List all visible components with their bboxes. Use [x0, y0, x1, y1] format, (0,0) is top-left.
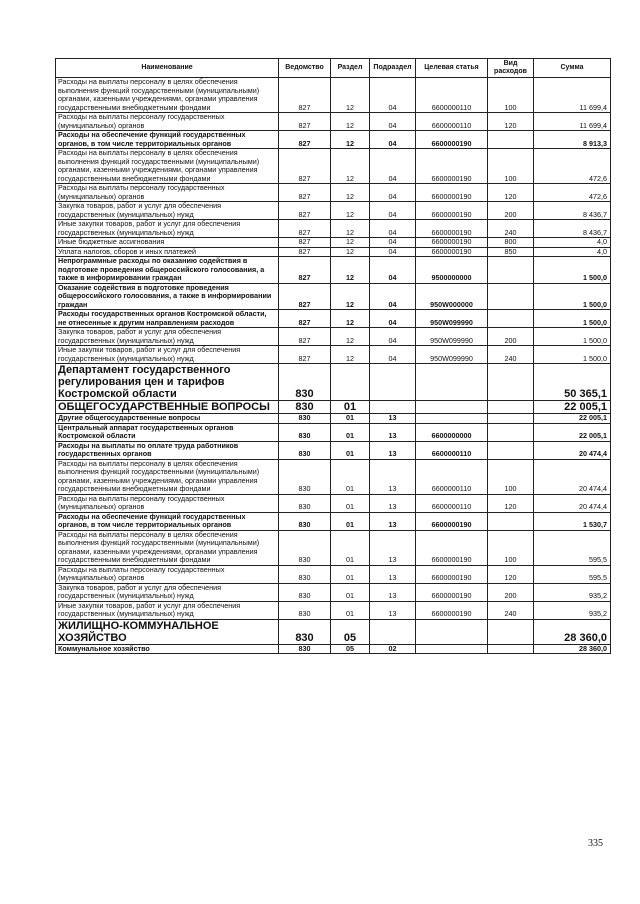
cell-exptype [488, 441, 534, 459]
cell-section: 12 [331, 220, 370, 238]
cell-name: Другие общегосударственные вопросы [56, 414, 279, 424]
cell-exptype: 100 [488, 149, 534, 184]
cell-section: 01 [331, 530, 370, 565]
cell-section: 01 [331, 423, 370, 441]
cell-target: 950W099990 [416, 346, 488, 364]
cell-exptype: 240 [488, 220, 534, 238]
table-row [56, 494, 611, 512]
table-row [56, 247, 611, 257]
cell-dept: 830 [279, 583, 331, 601]
cell-section: 12 [331, 131, 370, 149]
cell-section: 12 [331, 346, 370, 364]
cell-dept: 830 [279, 565, 331, 583]
table-row [56, 565, 611, 583]
cell-target: 950W099990 [416, 310, 488, 328]
budget-table [55, 58, 611, 654]
cell-exptype: 120 [488, 113, 534, 131]
cell-exptype: 100 [488, 530, 534, 565]
cell-name: Закупка товаров, работ и услуг для обеспечения государственных (муниципальных) нужд [56, 583, 279, 601]
cell-exptype: 200 [488, 328, 534, 346]
cell-name: Расходы на выплаты персоналу государственных (муниципальных) органов [56, 565, 279, 583]
header-name: Наименование [56, 59, 279, 78]
cell-name: ЖИЛИЩНО-КОММУНАЛЬНОЕ ХОЗЯЙСТВО [56, 619, 279, 644]
cell-section: 01 [331, 583, 370, 601]
cell-name: Расходы на выплаты персоналу государственных (муниципальных) органов [56, 113, 279, 131]
header-target: Целевая статья [416, 59, 488, 78]
cell-section: 01 [331, 441, 370, 459]
cell-section: 01 [331, 512, 370, 530]
cell-target: 6600000110 [416, 459, 488, 494]
cell-target: 950W099990 [416, 328, 488, 346]
cell-sum: 8 913,3 [534, 131, 611, 149]
cell-dept: 827 [279, 328, 331, 346]
cell-subsection: 13 [370, 565, 416, 583]
cell-name: Иные закупки товаров, работ и услуг для обеспечения государственных (муниципальных) нужд [56, 220, 279, 238]
cell-subsection [370, 364, 416, 401]
cell-subsection: 04 [370, 283, 416, 310]
cell-subsection [370, 619, 416, 644]
cell-name: Уплата налогов, сборов и иных платежей [56, 247, 279, 257]
header-sum: Сумма [534, 59, 611, 78]
cell-dept: 827 [279, 202, 331, 220]
cell-dept: 827 [279, 220, 331, 238]
cell-dept: 827 [279, 257, 331, 284]
cell-name: Непрограммные расходы по оказанию содействия в подготовке проведения общероссийского голосования, а также в информировании граждан [56, 257, 279, 284]
table-row [56, 131, 611, 149]
table-header [56, 59, 611, 78]
cell-section: 12 [331, 78, 370, 113]
cell-dept: 830 [279, 414, 331, 424]
table-row [56, 512, 611, 530]
table-row [56, 530, 611, 565]
table-row [56, 149, 611, 184]
cell-subsection: 13 [370, 583, 416, 601]
cell-name: Закупка товаров, работ и услуг для обеспечения государственных (муниципальных) нужд [56, 328, 279, 346]
cell-name: Расходы государственных органов Костромской области, не отнесенные к другим направлениям расходов [56, 310, 279, 328]
cell-sum: 28 360,0 [534, 644, 611, 654]
cell-target: 6600000190 [416, 583, 488, 601]
page-number: 335 [588, 838, 603, 849]
table-row [56, 441, 611, 459]
cell-target: 6600000000 [416, 423, 488, 441]
cell-subsection: 04 [370, 131, 416, 149]
cell-name: Расходы на выплаты по оплате труда работников государственных органов [56, 441, 279, 459]
table-row [56, 184, 611, 202]
cell-name: ОБЩЕГОСУДАРСТВЕННЫЕ ВОПРОСЫ [56, 401, 279, 414]
cell-target [416, 644, 488, 654]
table-row [56, 583, 611, 601]
cell-section: 12 [331, 184, 370, 202]
cell-section [331, 364, 370, 401]
cell-subsection: 04 [370, 202, 416, 220]
cell-subsection: 04 [370, 346, 416, 364]
cell-dept: 827 [279, 310, 331, 328]
cell-target: 6600000110 [416, 78, 488, 113]
cell-sum: 8 436,7 [534, 202, 611, 220]
cell-target: 6600000190 [416, 530, 488, 565]
cell-sum: 11 699,4 [534, 78, 611, 113]
cell-sum: 22 005,1 [534, 401, 611, 414]
cell-exptype [488, 310, 534, 328]
cell-name: Расходы на обеспечение функций государственных органов, в том числе территориальных органов [56, 512, 279, 530]
cell-exptype [488, 283, 534, 310]
cell-dept: 827 [279, 78, 331, 113]
cell-name: Иные закупки товаров, работ и услуг для обеспечения государственных (муниципальных) нужд [56, 346, 279, 364]
table-row [56, 644, 611, 654]
cell-subsection: 13 [370, 494, 416, 512]
cell-name: Расходы на выплаты персоналу в целях обеспечения выполнения функций государственными (муниципальными) органами, казенными учреждениями, органами управления государственными внебюджетными фондами [56, 459, 279, 494]
cell-dept: 827 [279, 131, 331, 149]
cell-dept: 827 [279, 283, 331, 310]
cell-dept: 830 [279, 459, 331, 494]
cell-subsection: 13 [370, 459, 416, 494]
cell-sum: 1 500,0 [534, 283, 611, 310]
cell-dept: 827 [279, 346, 331, 364]
cell-sum: 4,0 [534, 247, 611, 257]
table-row [56, 328, 611, 346]
cell-exptype [488, 414, 534, 424]
table-row [56, 423, 611, 441]
cell-section: 01 [331, 601, 370, 619]
cell-sum: 4,0 [534, 238, 611, 248]
cell-dept: 827 [279, 238, 331, 248]
cell-sum: 1 500,0 [534, 328, 611, 346]
cell-section: 12 [331, 113, 370, 131]
table-row [56, 283, 611, 310]
cell-target [416, 414, 488, 424]
cell-target: 9500000000 [416, 257, 488, 284]
cell-target: 6600000190 [416, 149, 488, 184]
cell-exptype [488, 423, 534, 441]
cell-dept: 827 [279, 184, 331, 202]
cell-sum: 472,6 [534, 184, 611, 202]
cell-subsection: 04 [370, 328, 416, 346]
cell-dept: 830 [279, 619, 331, 644]
cell-subsection: 04 [370, 238, 416, 248]
cell-section: 01 [331, 494, 370, 512]
cell-dept: 827 [279, 149, 331, 184]
cell-target: 6600000190 [416, 601, 488, 619]
table-row [56, 619, 611, 644]
cell-section: 05 [331, 619, 370, 644]
cell-dept: 827 [279, 247, 331, 257]
header-subsection: Подраздел [370, 59, 416, 78]
cell-sum: 1 500,0 [534, 310, 611, 328]
table-body [56, 78, 611, 654]
cell-target: 6600000190 [416, 220, 488, 238]
cell-name: Иные бюджетные ассигнования [56, 238, 279, 248]
cell-target: 6600000190 [416, 565, 488, 583]
cell-exptype: 200 [488, 202, 534, 220]
cell-sum: 1 530,7 [534, 512, 611, 530]
cell-target [416, 364, 488, 401]
cell-target: 950W000000 [416, 283, 488, 310]
table-row [56, 401, 611, 414]
cell-section: 12 [331, 283, 370, 310]
cell-name: Иные закупки товаров, работ и услуг для обеспечения государственных (муниципальных) нужд [56, 601, 279, 619]
cell-exptype: 100 [488, 78, 534, 113]
cell-section: 12 [331, 328, 370, 346]
cell-name: Расходы на выплаты персоналу в целях обеспечения выполнения функций государственными (муниципальными) органами, казенными учреждениями, органами управления государственными внебюджетными фондами [56, 149, 279, 184]
table-row [56, 414, 611, 424]
cell-dept: 830 [279, 601, 331, 619]
table-row [56, 78, 611, 113]
cell-subsection: 04 [370, 257, 416, 284]
cell-subsection: 13 [370, 530, 416, 565]
cell-sum: 20 474,4 [534, 459, 611, 494]
cell-name: Коммунальное хозяйство [56, 644, 279, 654]
table-row [56, 601, 611, 619]
cell-exptype: 240 [488, 346, 534, 364]
cell-section: 01 [331, 414, 370, 424]
cell-subsection: 13 [370, 601, 416, 619]
cell-exptype: 120 [488, 494, 534, 512]
cell-dept: 830 [279, 494, 331, 512]
cell-exptype: 240 [488, 601, 534, 619]
cell-name: Оказание содействия в подготовке проведения общероссийского голосования, а также в информировании граждан [56, 283, 279, 310]
cell-name: Расходы на выплаты персоналу государственных (муниципальных) органов [56, 494, 279, 512]
cell-subsection: 13 [370, 423, 416, 441]
cell-section: 01 [331, 565, 370, 583]
cell-sum: 50 365,1 [534, 364, 611, 401]
cell-sum: 11 699,4 [534, 113, 611, 131]
cell-sum: 22 005,1 [534, 414, 611, 424]
cell-sum: 28 360,0 [534, 619, 611, 644]
cell-name: Центральный аппарат государственных органов Костромской области [56, 423, 279, 441]
cell-exptype [488, 364, 534, 401]
table-row [56, 220, 611, 238]
cell-subsection: 04 [370, 220, 416, 238]
cell-name: Закупка товаров, работ и услуг для обеспечения государственных (муниципальных) нужд [56, 202, 279, 220]
cell-exptype: 200 [488, 583, 534, 601]
cell-exptype: 100 [488, 459, 534, 494]
cell-section: 12 [331, 238, 370, 248]
cell-section: 05 [331, 644, 370, 654]
cell-dept: 830 [279, 364, 331, 401]
cell-subsection: 04 [370, 247, 416, 257]
cell-section: 12 [331, 257, 370, 284]
cell-target [416, 619, 488, 644]
cell-name: Департамент государственного регулирования цен и тарифов Костромской области [56, 364, 279, 401]
cell-dept: 830 [279, 530, 331, 565]
cell-exptype [488, 644, 534, 654]
cell-name: Расходы на выплаты персоналу в целях обеспечения выполнения функций государственными (муниципальными) органами, казенными учреждениями, органами управления государственными внебюджетными фондами [56, 78, 279, 113]
cell-sum: 935,2 [534, 601, 611, 619]
cell-subsection [370, 401, 416, 414]
cell-section: 12 [331, 310, 370, 328]
cell-section: 12 [331, 247, 370, 257]
cell-dept: 830 [279, 423, 331, 441]
cell-target: 6600000190 [416, 247, 488, 257]
cell-dept: 830 [279, 512, 331, 530]
cell-sum: 595,5 [534, 565, 611, 583]
cell-sum: 1 500,0 [534, 346, 611, 364]
cell-subsection: 04 [370, 113, 416, 131]
cell-exptype [488, 131, 534, 149]
cell-name: Расходы на выплаты персоналу государственных (муниципальных) органов [56, 184, 279, 202]
cell-subsection: 04 [370, 310, 416, 328]
cell-exptype [488, 401, 534, 414]
table-row [56, 202, 611, 220]
cell-section: 01 [331, 459, 370, 494]
cell-sum: 472,6 [534, 149, 611, 184]
cell-section: 12 [331, 202, 370, 220]
cell-sum: 935,2 [534, 583, 611, 601]
cell-sum: 22 005,1 [534, 423, 611, 441]
cell-exptype: 800 [488, 238, 534, 248]
cell-target [416, 401, 488, 414]
cell-section: 01 [331, 401, 370, 414]
cell-dept: 830 [279, 401, 331, 414]
cell-exptype [488, 512, 534, 530]
cell-sum: 20 474,4 [534, 441, 611, 459]
cell-subsection: 13 [370, 414, 416, 424]
cell-sum: 1 500,0 [534, 257, 611, 284]
cell-sum: 20 474,4 [534, 494, 611, 512]
header-dept: Ведомство [279, 59, 331, 78]
cell-subsection: 13 [370, 512, 416, 530]
cell-dept: 830 [279, 644, 331, 654]
table-row [56, 364, 611, 401]
cell-target: 6600000190 [416, 131, 488, 149]
cell-exptype [488, 257, 534, 284]
header-row [56, 59, 611, 78]
cell-target: 6600000190 [416, 238, 488, 248]
cell-subsection: 04 [370, 78, 416, 113]
cell-exptype: 850 [488, 247, 534, 257]
cell-section: 12 [331, 149, 370, 184]
table-row [56, 257, 611, 284]
cell-name: Расходы на обеспечение функций государственных органов, в том числе территориальных органов [56, 131, 279, 149]
cell-sum: 595,5 [534, 530, 611, 565]
cell-target: 6600000110 [416, 494, 488, 512]
header-exptype: Вид расходов [488, 59, 534, 78]
cell-target: 6600000190 [416, 202, 488, 220]
cell-target: 6600000110 [416, 113, 488, 131]
cell-subsection: 13 [370, 441, 416, 459]
cell-subsection: 02 [370, 644, 416, 654]
cell-exptype: 120 [488, 565, 534, 583]
cell-dept: 827 [279, 113, 331, 131]
cell-target: 6600000190 [416, 184, 488, 202]
table-row [56, 459, 611, 494]
cell-sum: 8 436,7 [534, 220, 611, 238]
cell-dept: 830 [279, 441, 331, 459]
cell-name: Расходы на выплаты персоналу в целях обеспечения выполнения функций государственными (муниципальными) органами, казенными учреждениями, органами управления государственными внебюджетными фондами [56, 530, 279, 565]
table-row [56, 113, 611, 131]
cell-exptype: 120 [488, 184, 534, 202]
table-row [56, 346, 611, 364]
cell-target: 6600000110 [416, 441, 488, 459]
cell-exptype [488, 619, 534, 644]
cell-subsection: 04 [370, 149, 416, 184]
table-row [56, 238, 611, 248]
cell-subsection: 04 [370, 184, 416, 202]
table-row [56, 310, 611, 328]
header-section: Раздел [331, 59, 370, 78]
cell-target: 6600000190 [416, 512, 488, 530]
